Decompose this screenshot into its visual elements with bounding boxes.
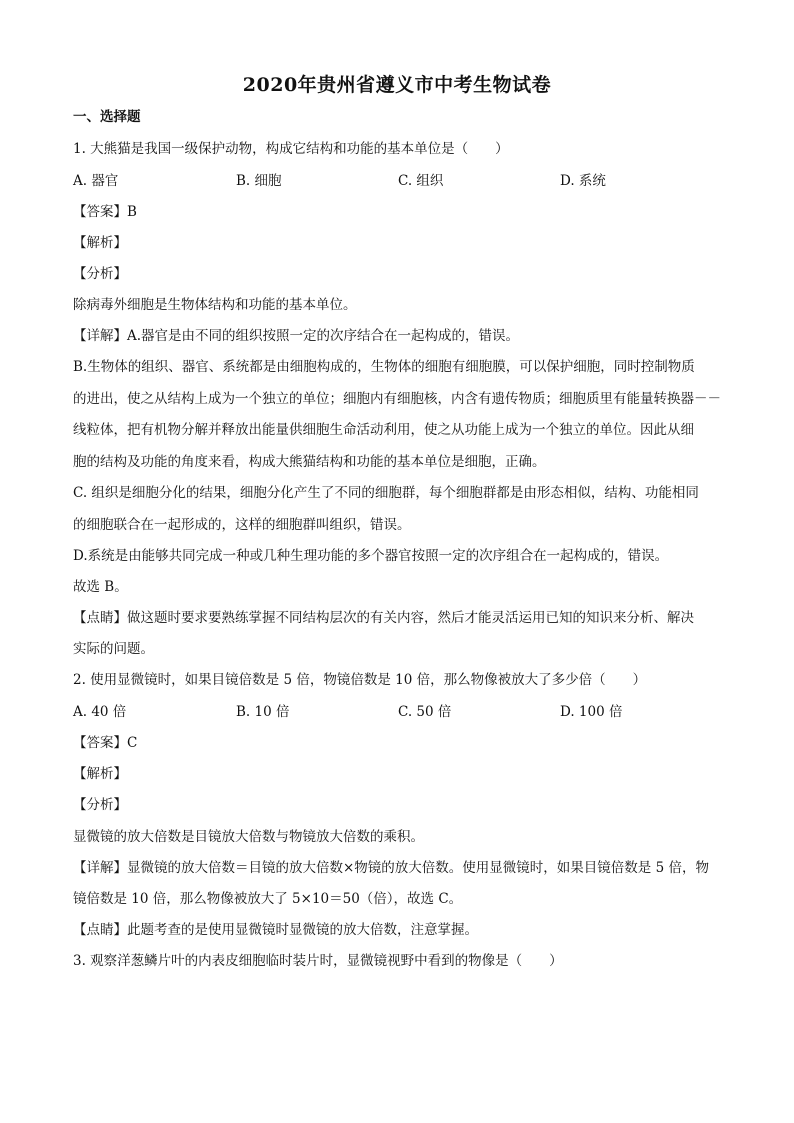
question-2-dianjing-line: 【点睛】此题考查的是使用显微镜时显微镜的放大倍数，注意掌握。 xyxy=(73,922,478,938)
question-2-fenxi-label: 【分析】 xyxy=(73,797,127,813)
question-1-dianjing-line: 【点睛】做这题时要求要熟练掌握不同结构层次的有关内容，然后才能灵活运用已知的知识来分析、解决 xyxy=(73,610,694,626)
option-a: A. 40 倍 xyxy=(73,704,127,720)
question-2-fenxi: 显微镜的放大倍数是目镜放大倍数与物镜放大倍数的乘积。 xyxy=(73,829,424,845)
option-d: D. 系统 xyxy=(560,173,606,189)
question-1-detail-line: C. 组织是细胞分化的结果，细胞分化产生了不同的细胞群，每个细胞群都是由形态相似，结构、功能相同 xyxy=(73,485,699,501)
question-2-detail-line: 【详解】显微镜的放大倍数＝目镜的放大倍数×物镜的放大倍数。使用显微镜时，如果目镜倍数是 5 倍，物 xyxy=(73,860,709,876)
question-3-stem: 3. 观察洋葱鳞片叶的内表皮细胞临时装片时，显微镜视野中看到的物像是（ ） xyxy=(73,953,563,969)
question-1-stem: 1. 大熊猫是我国一级保护动物，构成它结构和功能的基本单位是（ ） xyxy=(73,141,509,157)
option-b: B. 10 倍 xyxy=(236,704,290,720)
question-1-detail-line: 胞的结构及功能的角度来看，构成大熊猫结构和功能的基本单位是细胞，正确。 xyxy=(73,454,546,470)
question-2-stem: 2. 使用显微镜时，如果目镜倍数是 5 倍，物镜倍数是 10 倍，那么物像被放大了多少倍（ ） xyxy=(73,672,647,688)
exam-title: 2020年贵州省遵义市中考生物试卷 xyxy=(242,74,552,96)
option-a: A. 器官 xyxy=(73,173,119,189)
option-c: C. 组织 xyxy=(398,173,444,189)
option-c: C. 50 倍 xyxy=(398,704,452,720)
question-1-dianjing-line: 实际的问题。 xyxy=(73,641,154,657)
question-1-answer: 【答案】B xyxy=(73,204,137,220)
question-1-detail-line: 线粒体，把有机物分解并释放出能量供细胞生命活动利用，使之从功能上成为一个独立的单位。因此从细 xyxy=(73,422,694,438)
option-b: B. 细胞 xyxy=(236,173,282,189)
question-1-detail-line: 的细胞联合在一起形成的，这样的细胞群叫组织，错误。 xyxy=(73,517,411,533)
question-2-answer: 【答案】C xyxy=(73,735,138,751)
section-heading: 一、选择题 xyxy=(73,109,141,125)
question-1-fenxi-label: 【分析】 xyxy=(73,266,127,282)
question-1-jiexi: 【解析】 xyxy=(73,235,127,251)
question-1-detail-line: D.系统是由能够共同完成一种或几种生理功能的多个器官按照一定的次序组合在一起构成的，错误。 xyxy=(73,548,669,564)
option-d: D. 100 倍 xyxy=(560,704,623,720)
question-1-detail-line: 故选 B。 xyxy=(73,579,128,595)
question-1-detail-line: 的进出，使之从结构上成为一个独立的单位；细胞内有细胞核，内含有遗传物质；细胞质里有能量转换器－－ xyxy=(73,391,721,407)
question-1-detail-line: B.生物体的组织、器官、系统都是由细胞构成的，生物体的细胞有细胞膜，可以保护细胞，同时控制物质 xyxy=(73,359,695,375)
question-2-detail-line: 镜倍数是 10 倍，那么物像被放大了 5×10＝50（倍），故选 C。 xyxy=(73,891,463,907)
question-2-jiexi: 【解析】 xyxy=(73,766,127,782)
question-1-detail-line: 【详解】A.器官是由不同的组织按照一定的次序结合在一起构成的，错误。 xyxy=(73,328,520,344)
question-1-fenxi: 除病毒外细胞是生物体结构和功能的基本单位。 xyxy=(73,297,357,313)
